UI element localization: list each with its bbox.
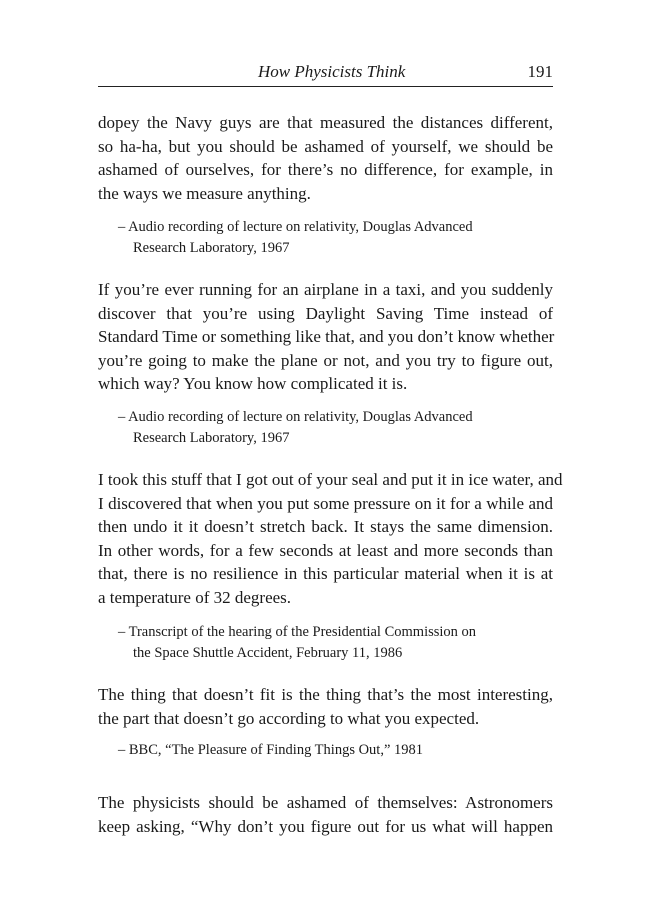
text-line: the part that doesn’t go according to what you expected. [98,708,480,728]
source-line: Research Laboratory, 1967 [133,240,290,256]
quote-text [98,278,553,396]
quote-source [118,407,538,449]
text-line: I discovered that when you put some pressure on it for a while and [98,493,553,513]
quote-source [118,622,538,664]
text-line: dopey the Navy guys are that measured the distances different, [98,113,553,132]
quote-text [98,791,553,838]
running-header [98,62,553,87]
quote-text [98,468,563,609]
running-title: How Physicists Think [258,62,406,81]
text-line: The physicists should be ashamed of themselves: Astronomers [98,793,553,812]
source-line: Research Laboratory, 1967 [133,430,290,446]
text-line: If you’re ever running for an airplane in a taxi, and you suddenly [98,280,553,299]
text-line: that, there is no resilience in this particular material when it is at [98,564,553,583]
quote-text [98,683,553,730]
source-line: – Transcript of the hearing of the Presidential Commission on [118,624,477,640]
source-line: – Audio recording of lecture on relativity, Douglas Advanced [118,219,473,235]
text-line: The thing that doesn’t fit is the thing that’s the most interesting, [98,685,553,704]
text-line: the ways we measure anything. [98,183,311,203]
quote-source [118,740,538,761]
text-line: keep asking, “Why don’t you figure out for us what will happen [98,816,553,836]
text-line: discover that you’re using Daylight Saving Time instead of [98,303,553,323]
quote-source [118,217,538,259]
text-line: so ha-ha, but you should be ashamed of yourself, we should be [98,136,553,156]
text-line: Standard Time or something like that, and you don’t know whether [98,327,555,346]
source-line: – Audio recording of lecture on relativity, Douglas Advanced [118,409,473,425]
source-line: – BBC, “The Pleasure of Finding Things Out,” 1981 [118,742,424,758]
text-line: ashamed of ourselves, for there’s no difference, for example, in [98,160,553,179]
text-line: I took this stuff that I got out of your seal and put it in ice water, and [98,470,563,489]
quote-text [98,111,553,205]
text-line: then undo it it doesn’t stretch back. It stays the same dimension. [98,517,553,536]
source-line: the Space Shuttle Accident, February 11, 1986 [133,645,403,661]
page-number: 191 [527,62,553,81]
text-line: which way? You know how complicated it is. [98,374,408,393]
text-line: you’re going to make the plane or not, and you try to figure out, [98,350,553,370]
text-line: In other words, for a few seconds at least and more seconds than [98,540,553,560]
text-line: a temperature of 32 degrees. [98,587,292,607]
